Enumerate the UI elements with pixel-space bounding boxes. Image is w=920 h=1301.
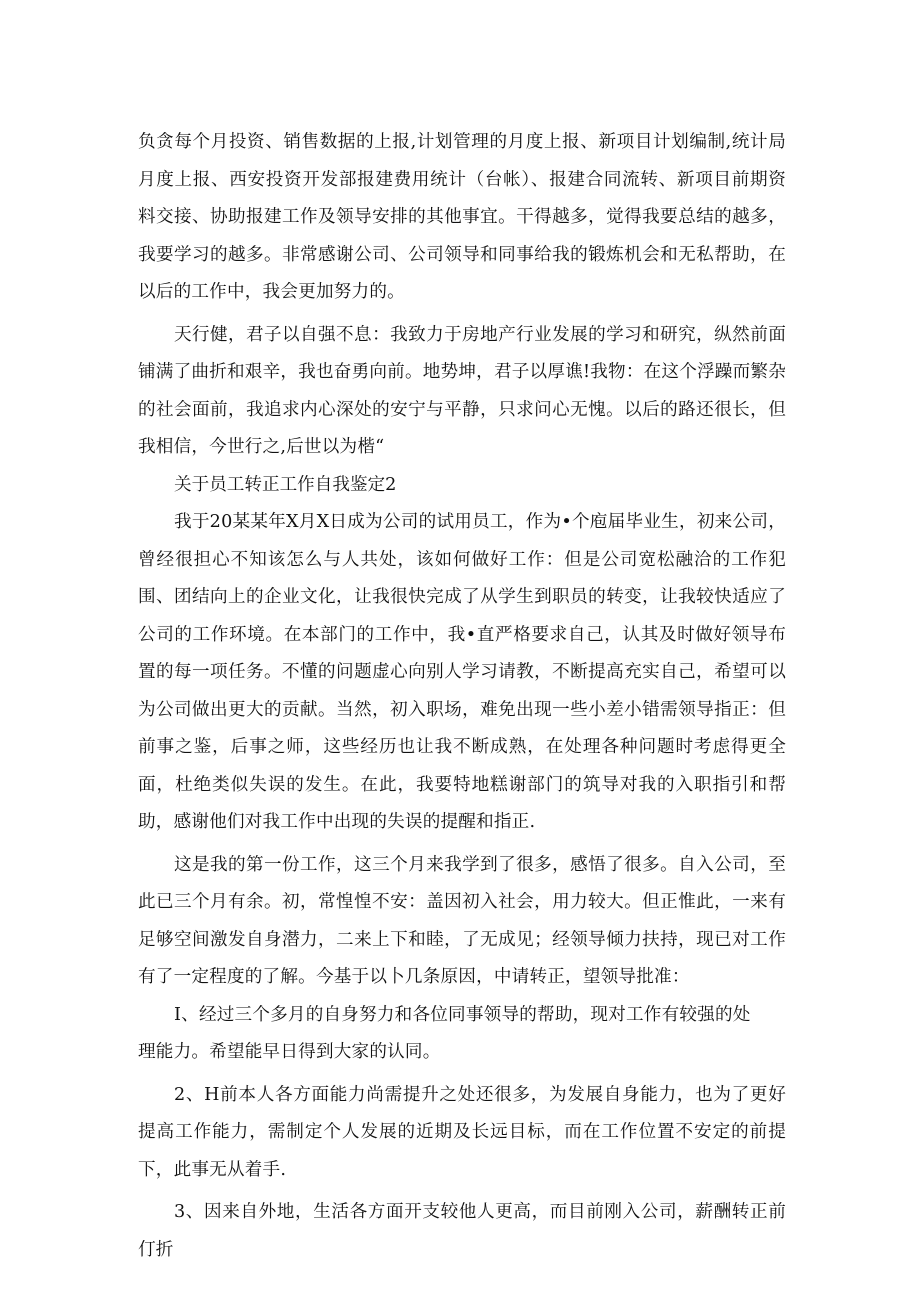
paragraph-motto: 天行健，君子以自强不息：我致力于房地产行业发展的学习和研究，纵然前面铺满了曲折和艰辛，我也奋勇向前。地势坤，君子以厚谯!我物：在这个浮躁而繁杂的社会面前，我追求内心深处的安宁与平静，只求问心无愧。以后的路还很长，但我相信，今世行之,后世以为楷“: [138, 324, 786, 457]
paragraph-intro: 我于20某某年X月X日成为公司的试用员工，作为•个庖届毕业生，初来公司，曾经很担心不知该怎么与人共处，该如何做好工作：但是公司宽松融洽的工作犯围、团结向上的企业文化，让我很快完成了从学生到职员的转变，让我较快适应了公司的工作环境。在本部门的工作中，我•直严格要求自己，认其及时做好领导布置的每一项任务。不懂的问题虚心向别人学习请教，不断提高充实自己，希望可以为公司做出更大的贡献。当然，初入职场，难免出现一些小差小错需领导指正：但前事之鉴，后事之师，这些经历也让我不断成熟，在处理各种问题时考虑得更全面，杜绝类似失误的发生。在此，我要特地糕谢部门的筑导对我的入职指引和帮助，感谢他们对我工作中出现的失误的提醒和指正.: [138, 512, 786, 832]
list-item-1-line-1: I、经过三个多月的自身努力和各位同事领导的帮助，现对工作有较强的处: [174, 1004, 751, 1025]
paragraph-reasons: 这是我的第一份工作，这三个月来我学到了很多，感悟了很多。自入公司，至此已三个月有余。初，常惶惶不安：盖因初入社会，用力较大。但正惟此，一来有足够空间激发自身潜力，二来上下和睦，了无成见；经领导倾力扶持，现已对工作有了一定程度的了解。今基于以卜几条原因，中请转正，望领导批准：: [138, 854, 786, 987]
list-item-2: 2、H前本人各方面能力尚需提升之处还很多，为发展自身能力，也为了更好提高工作能力，需制定个人发展的近期及长远目标，而在工作位置不安定的前提下，此事无从着手.: [138, 1084, 786, 1180]
list-item-3: 3、因来自外地，生活各方面开支较他人更高，而目前刚入公司，薪酬转正前仃折: [138, 1202, 786, 1260]
list-item-1: [138, 997, 786, 1072]
section-heading: 关于员工转正工作自我鉴定2: [174, 474, 397, 495]
paragraph-duties: 负贪每个月投资、销售数据的上报,计划管理的月度上报、新项目计划编制,统计局月度上报、西安投资开发部报建费用统计（台帐）、报建合同流转、新项目前期资料交接、协助报建工作及领导安排的其他事宜。干得越多，觉得我要总结的越多，我要学习的越多。非常感谢公司、公司领导和同事给我的锻炼机会和无私帮助，在以后的工作中，我会更加努力的。: [138, 132, 786, 302]
list-item-1-line-2: 理能力。希望能早日得到大家的认同。: [138, 1042, 441, 1062]
document-page: [138, 124, 786, 1269]
